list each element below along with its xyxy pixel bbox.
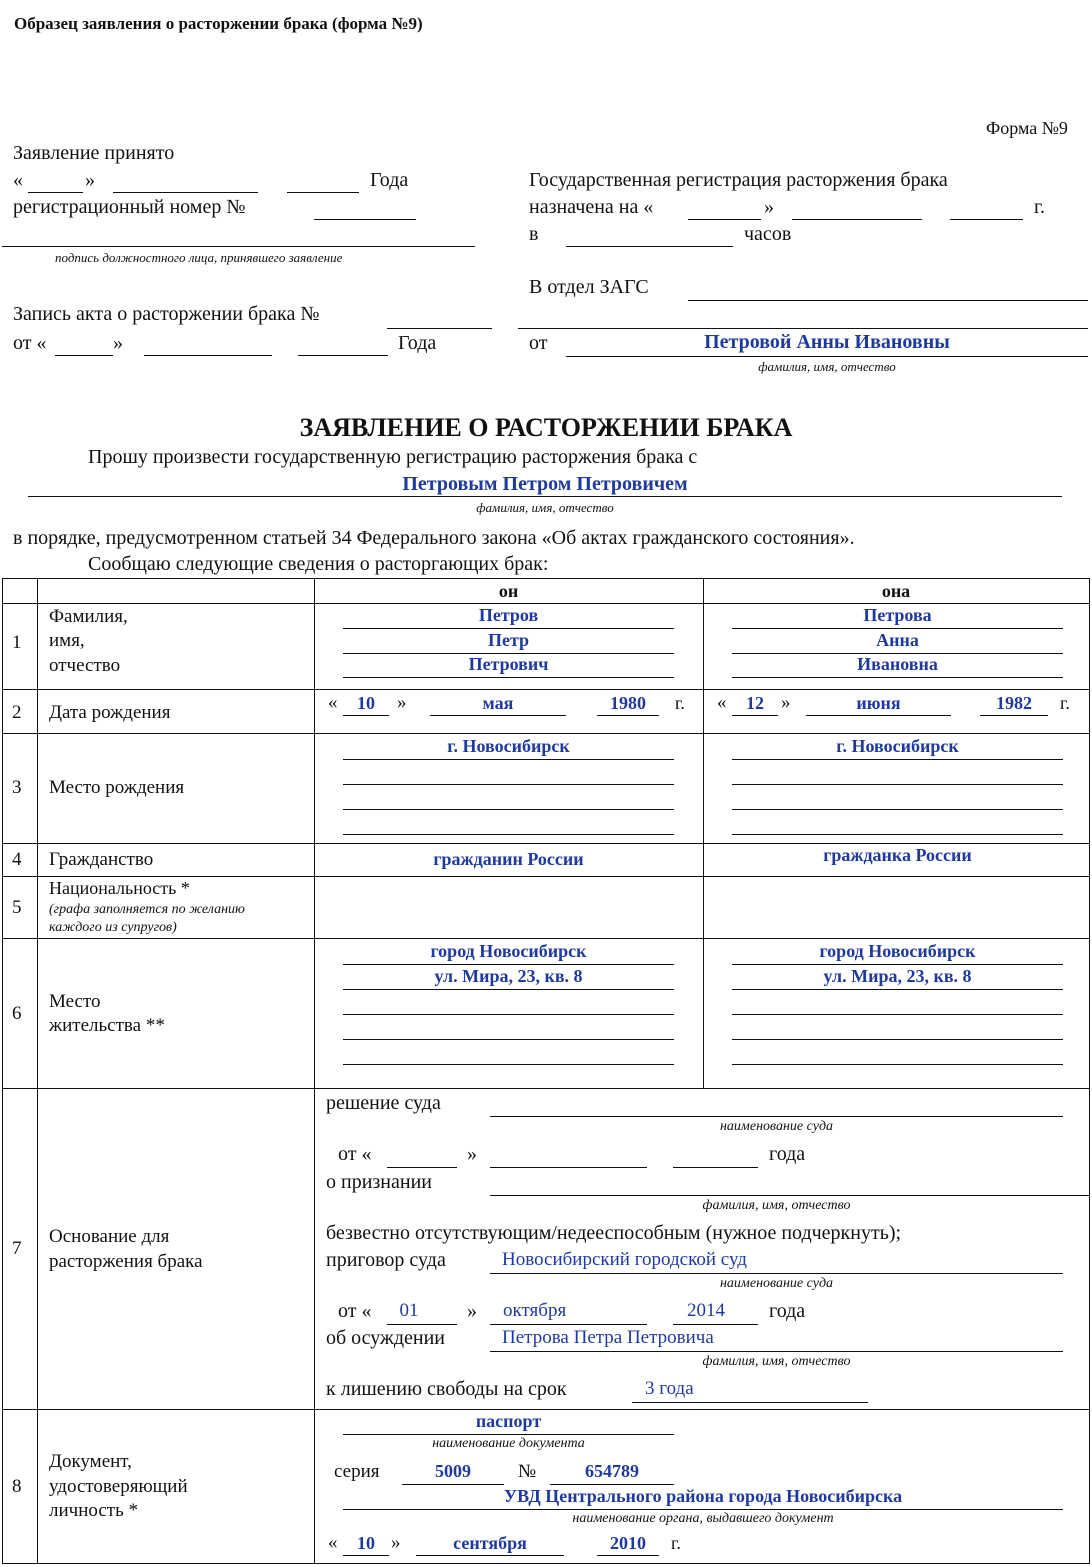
doc-type-caption: наименование документа xyxy=(432,1436,585,1451)
row-label-3: Место рождения xyxy=(49,777,185,798)
she-bday[interactable]: 12 xyxy=(746,693,764,713)
form-number: Форма №9 xyxy=(986,118,1068,138)
applicant-line xyxy=(566,356,1088,357)
he-birthplace[interactable]: г. Новосибирск xyxy=(447,736,570,756)
state-reg-label: Государственная регистрация расторжения брака xyxy=(529,169,948,191)
doc-issuer[interactable]: УВД Центрального района города Новосибирска xyxy=(503,1486,903,1506)
col-he: он xyxy=(498,581,519,601)
she-byear[interactable]: 1982 xyxy=(996,693,1032,713)
doc-date-g: г. xyxy=(671,1533,681,1553)
he-surname[interactable]: Петров xyxy=(478,605,539,625)
hours-label: часов xyxy=(744,223,792,245)
doc-issuer-caption: наименование органа, выдавшего документ xyxy=(572,1511,834,1526)
sentence-year[interactable]: 2014 xyxy=(687,1300,725,1321)
quote-open: « xyxy=(13,169,23,191)
decision-from-close: » xyxy=(467,1143,477,1165)
number-label: № xyxy=(518,1461,537,1482)
accepted-day-line[interactable] xyxy=(28,192,83,193)
she-bdate-g: г. xyxy=(1060,693,1070,713)
sched-month-line[interactable] xyxy=(792,219,922,220)
he-bday-open: « xyxy=(328,692,338,713)
she-patronymic[interactable]: Ивановна xyxy=(857,654,938,674)
she-surname[interactable]: Петрова xyxy=(863,605,932,625)
decision-month-line[interactable] xyxy=(490,1167,647,1168)
recognition-line[interactable] xyxy=(490,1195,1089,1196)
row-num-3: 3 xyxy=(12,777,22,798)
she-residence-street[interactable]: ул. Мира, 23, кв. 8 xyxy=(823,966,972,986)
act-day-line[interactable] xyxy=(55,355,113,356)
sched-g: г. xyxy=(1034,196,1045,218)
row-num-1: 1 xyxy=(12,632,22,653)
he-residence-street[interactable]: ул. Мира, 23, кв. 8 xyxy=(434,966,583,986)
row-num-4: 4 xyxy=(12,849,22,870)
sentence-court[interactable]: Новосибирский городской суд xyxy=(502,1249,747,1270)
sched-in: в xyxy=(529,223,539,245)
doc-year[interactable]: 2010 xyxy=(610,1533,646,1553)
decision-from-open: от « xyxy=(338,1143,372,1165)
row-num-7: 7 xyxy=(12,1238,22,1259)
request-text: Прошу произвести государственную регистрацию расторжения брака с xyxy=(88,446,698,468)
she-residence-city[interactable]: город Новосибирск xyxy=(819,941,976,961)
from-close: » xyxy=(113,332,123,354)
she-citizenship[interactable]: гражданка России xyxy=(823,845,972,865)
court-decision-line[interactable] xyxy=(490,1116,1063,1117)
act-year-line[interactable] xyxy=(298,355,388,356)
sentence-court-caption: наименование суда xyxy=(719,1276,834,1291)
main-title: ЗАЯВЛЕНИЕ О РАСТОРЖЕНИИ БРАКА xyxy=(299,413,793,442)
he-bday-close: » xyxy=(397,692,407,713)
act-record-line[interactable] xyxy=(387,328,492,329)
she-bday-close: » xyxy=(781,692,791,713)
from-label: от xyxy=(529,332,548,354)
to-zags-label: В отдел ЗАГС xyxy=(529,276,649,298)
row-label-1c: отчество xyxy=(49,655,121,676)
inform-text: Сообщаю следующие сведения о расторгающих брак: xyxy=(88,553,549,575)
sentence-year-word: года xyxy=(769,1300,806,1322)
sched-day-line[interactable] xyxy=(688,219,761,220)
he-bmonth[interactable]: мая xyxy=(482,693,514,713)
act-record-label: Запись акта о расторжении брака № xyxy=(13,303,320,325)
sched-year-line[interactable] xyxy=(950,219,1023,220)
she-name[interactable]: Анна xyxy=(876,630,919,650)
sentence-from-open: от « xyxy=(338,1300,372,1322)
convicted-caption: фамилия, имя, отчество xyxy=(702,1354,851,1369)
decision-day-line[interactable] xyxy=(387,1167,457,1168)
row-num-8: 8 xyxy=(12,1476,22,1497)
act-month-line[interactable] xyxy=(144,355,272,356)
signature-caption: подпись должностного лица, принявшего заявление xyxy=(55,250,343,265)
col-she: она xyxy=(881,581,911,601)
row-label-6a: Место xyxy=(49,991,101,1012)
court-decision-label: решение суда xyxy=(326,1092,441,1114)
accepted-label: Заявление принято xyxy=(13,142,175,164)
row-label-7b: расторжения брака xyxy=(49,1251,203,1272)
row-label-4: Гражданство xyxy=(49,849,154,870)
zags-line[interactable] xyxy=(688,300,1088,301)
he-residence-city[interactable]: город Новосибирск xyxy=(430,941,587,961)
row-label-8c: личность * xyxy=(49,1500,138,1521)
year-word: Года xyxy=(370,169,409,191)
sentence-day[interactable]: 01 xyxy=(399,1300,419,1321)
he-bdate-g: г. xyxy=(675,693,685,713)
series-label: серия xyxy=(334,1461,380,1482)
row-label-8b: удостоверяющий xyxy=(49,1476,188,1497)
he-patronymic[interactable]: Петрович xyxy=(468,654,549,674)
court-caption: наименование суда xyxy=(719,1119,834,1134)
doc-date-open: « xyxy=(328,1532,338,1553)
convicted-label: об осуждении xyxy=(326,1327,446,1349)
row-num-2: 2 xyxy=(12,702,22,723)
decision-year-word: года xyxy=(769,1143,806,1165)
row-note-5b: каждого из супругов) xyxy=(49,920,177,935)
order-text: в порядке, предусмотренном статьей 34 Федерального закона «Об актах гражданского состояния». xyxy=(13,527,855,549)
row-num-6: 6 xyxy=(12,1003,22,1024)
sentence-month[interactable]: октября xyxy=(503,1300,567,1321)
she-birthplace[interactable]: г. Новосибирск xyxy=(836,736,959,756)
from-open: от « xyxy=(13,332,47,354)
spouse-name[interactable]: Петровым Петром Петровичем xyxy=(402,473,688,495)
doc-day[interactable]: 10 xyxy=(357,1533,375,1553)
row-label-7a: Основание для xyxy=(49,1226,170,1247)
recognition-label: о признании xyxy=(326,1171,432,1193)
reg-number-line[interactable] xyxy=(314,219,416,220)
signature-line[interactable] xyxy=(2,246,475,247)
row-label-2: Дата рождения xyxy=(49,702,171,723)
spouse-caption: фамилия, имя, отчество xyxy=(476,500,614,515)
row-label-1b: имя, xyxy=(49,630,85,651)
convicted-name[interactable]: Петрова Петра Петровича xyxy=(502,1327,714,1348)
decision-year-line[interactable] xyxy=(673,1167,758,1168)
spouse-line xyxy=(28,496,1062,497)
doc-series[interactable]: 5009 xyxy=(435,1461,471,1481)
he-citizenship[interactable]: гражданин России xyxy=(433,849,584,869)
imprisonment-term[interactable]: 3 года xyxy=(645,1378,694,1399)
row-label-1a: Фамилия, xyxy=(49,606,128,627)
she-bmonth[interactable]: июня xyxy=(856,693,901,713)
she-bday-open: « xyxy=(717,692,727,713)
sched-close: » xyxy=(764,196,774,218)
imprisonment-label: к лишению свободы на срок xyxy=(326,1378,567,1400)
applicant-name[interactable]: Петровой Анны Ивановны xyxy=(704,331,950,353)
sentence-label: приговор суда xyxy=(326,1249,446,1271)
scheduled-label: назначена на « xyxy=(529,196,654,218)
he-name[interactable]: Петр xyxy=(487,630,530,650)
row-label-6b: жительства ** xyxy=(49,1015,165,1036)
accepted-year-line[interactable] xyxy=(287,192,359,193)
quote-close: » xyxy=(85,169,95,191)
doc-type[interactable]: паспорт xyxy=(475,1411,542,1431)
year-word-2: Года xyxy=(398,332,437,354)
doc-number[interactable]: 654789 xyxy=(585,1461,639,1481)
doc-month[interactable]: сентября xyxy=(453,1533,527,1553)
sched-time-line[interactable] xyxy=(566,246,733,247)
applicant-caption: фамилия, имя, отчество xyxy=(758,359,896,374)
document-title: Образец заявления о расторжении брака (форма №9) xyxy=(14,14,423,33)
recognition-caption: фамилия, имя, отчество xyxy=(702,1198,851,1213)
row-num-5: 5 xyxy=(12,897,22,918)
he-bday[interactable]: 10 xyxy=(357,693,375,713)
missing-text: безвестно отсутствующим/недееспособным (нужное подчеркнуть); xyxy=(326,1222,902,1244)
zags-line-2[interactable] xyxy=(518,328,1088,329)
row-label-5: Национальность * xyxy=(49,878,190,898)
row-label-8a: Документ, xyxy=(49,1451,132,1472)
row-note-5a: (графа заполняется по желанию xyxy=(49,902,245,917)
sentence-from-close: » xyxy=(467,1300,477,1322)
accepted-month-line[interactable] xyxy=(113,192,258,193)
he-byear[interactable]: 1980 xyxy=(610,693,646,713)
doc-date-close: » xyxy=(391,1532,401,1553)
reg-number-label: регистрационный номер № xyxy=(13,196,246,218)
